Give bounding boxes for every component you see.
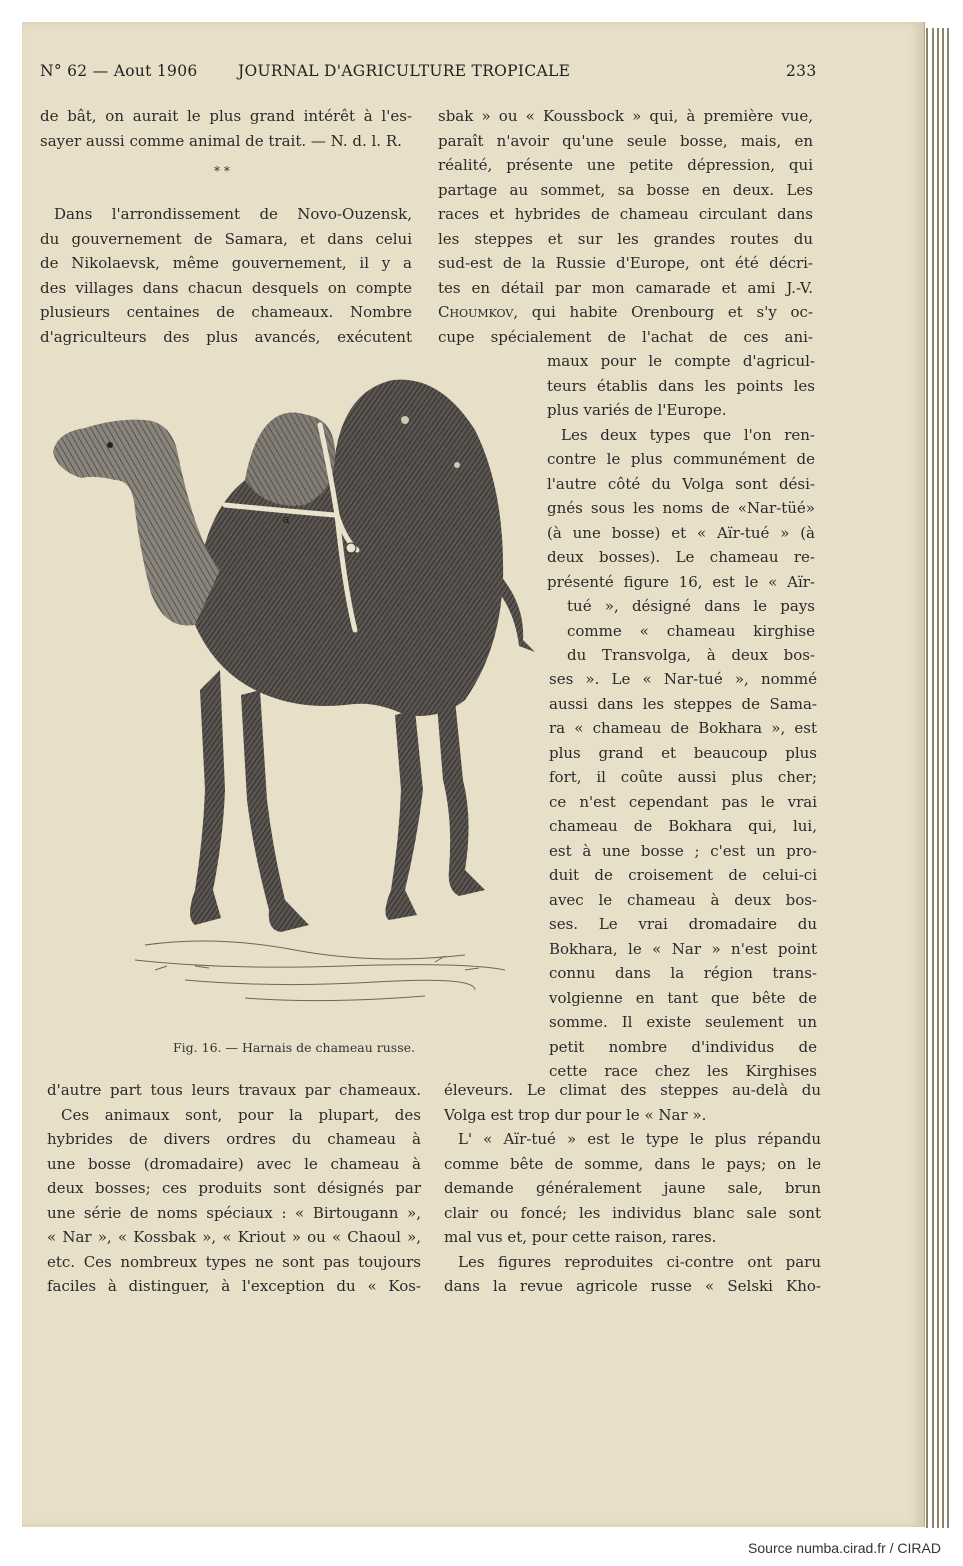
text-line: d'autre part tous leurs travaux par chameaux. [47,1081,421,1099]
left-column-top [40,104,412,153]
text-line: cette race chez les Kirghises [549,1062,817,1080]
text-line: les steppes et sur les grandes routes du [438,229,813,248]
text-line: réalité, présente une petite dépression, qui [438,156,813,174]
left-column-paragraph [40,202,412,349]
text-line: du gouvernement de Samara, et dans celui [40,229,412,248]
text-line: connu dans la région trans- [549,964,817,982]
right-column-narrow-3 [549,667,817,1084]
camel-legs [190,670,485,932]
text-line: de bât, on aurait le plus grand intérêt à l'es- [40,107,412,125]
figure-caption: Fig. 16. — Harnais de chameau russe. [173,1040,415,1055]
text-line: faciles à distinguer, à l'exception du « Kos- [47,1277,421,1295]
text-line: ses ». Le « Nar-tué », nommé [549,670,817,688]
text-line: races et hybrides de chameau circulant dans [438,205,813,223]
text-line: est à une bosse ; c'est un pro- [549,841,817,860]
text-line: de Nikolaevsk, même gouvernement, il y a [40,254,412,272]
text-line: hybrides de divers ordres du chameau à [47,1130,421,1148]
text-line: chameau de Bokhara qui, lui, [549,817,817,835]
text-line: maux pour le compte d'agricul- [547,352,815,370]
text-line: cupe spécialement de l'achat de ces ani- [438,327,813,346]
text-line: ra « chameau de Bokhara », est [549,719,817,737]
text-line: sayer aussi comme animal de trait. — N. d. l. R. [40,131,402,150]
right-column-top [438,104,813,349]
text-line: clair ou foncé; les individus blanc sale sont [444,1203,821,1222]
text-line: comme « chameau kirghise [567,621,815,640]
text-line: plus variés de l'Europe. [547,401,727,419]
text-line: l'autre côté du Volga sont dési- [547,474,815,493]
text-line: une série de noms spéciaux : « Birtougann », [47,1203,421,1222]
text-line: gnés sous les noms de «Nar-tüé» [547,499,815,517]
text-line: présenté figure 16, est le « Aïr- [547,572,815,591]
text-line: Bokhara, le « Nar » n'est point [549,939,817,958]
text-line: ce n'est cependant pas le vrai [549,792,817,811]
text-line: etc. Ces nombreux types ne sont pas toujours [47,1252,421,1271]
text-line: contre le plus communément de [547,450,815,468]
text-line: dans la revue agricole russe « Selski Kho- [444,1277,821,1295]
text-line [438,300,813,325]
text-line: somme. Il existe seulement un [549,1013,817,1031]
left-column-bottom [47,1078,421,1299]
text-line: fort, il coûte aussi plus cher; [549,768,817,786]
camel-neck-head [53,420,220,626]
text-line: sud-est de la Russie d'Europe, ont été décri- [438,254,813,272]
author-name: Choumkov [438,303,514,321]
text-line: mal vus et, pour cette raison, rares. [444,1228,717,1246]
text-line: avec le chameau à deux bos- [549,890,817,909]
text-line: Les deux types que l'on ren- [561,425,815,444]
text-line: duit de croisement de celui-ci [549,866,817,884]
text-line: paraît n'avoir qu'une seule bosse, mais, en [438,131,813,150]
text-line: du Transvolga, à deux bos- [567,646,815,664]
text-line: deux bosses; ces produits sont désignés par [47,1179,421,1197]
text-line: (à une bosse) et « Aïr-tué » (à [547,523,815,542]
right-column-bottom [444,1078,821,1299]
page-stack-edges [924,28,952,1528]
text-line: L' « Aïr-tué » est le type le plus répandu [458,1130,821,1148]
text-line: tes en détail par mon camarade et ami J.-V. [438,278,813,297]
text-line: partage au sommet, sa bosse en deux. Les [438,180,813,199]
text-line: Volga est trop dur pour le « Nar ». [444,1105,707,1124]
harness-letter-a: a [283,513,290,526]
text-line: tué », désigné dans le pays [567,597,815,615]
text-line: teurs établis dans les points les [547,376,815,395]
text-line: Les figures reproduites ci-contre ont paru [458,1252,821,1271]
text-line: deux bosses). Le chameau re- [547,548,815,566]
text-line: plusieurs centaines de chameaux. Nombre [40,303,412,321]
text-line: des villages dans chacun desquels on compte [40,278,412,297]
fur-highlight [454,462,460,468]
text-fragment: , qui habite Orenbourg et s'y oc- [513,303,813,321]
text-line: petit nombre d'individus de [549,1037,817,1056]
text-line: d'agriculteurs des plus avancés, exécutent [40,327,412,346]
camel-eye [107,442,113,448]
page-number: 233 [786,62,817,80]
text-line: ses. Le vrai dromadaire du [549,915,817,933]
ground-shading [135,941,505,1001]
harness-buckle [346,543,356,553]
fur-highlight [401,416,409,424]
text-line: comme bête de somme, dans le pays; on le [444,1154,821,1173]
text-line: volgienne en tant que bête de [549,988,817,1007]
issue-number: N° 62 — Aout 1906 [40,62,198,80]
right-column-narrow-2 [567,594,815,668]
text-line: aussi dans les steppes de Sama- [549,694,817,713]
text-line: demande généralement jaune sale, brun [444,1179,821,1197]
text-line: éleveurs. Le climat des steppes au-delà du [444,1081,821,1099]
source-credit: Source numba.cirad.fr / CIRAD [748,1540,941,1556]
text-line: une bosse (dromadaire) avec le chameau à [47,1154,421,1173]
text-line: Dans l'arrondissement de Novo-Ouzensk, [54,205,412,223]
text-line: « Nar », « Kossbak », « Kriout » ou « Chaoul », [47,1228,421,1246]
text-line: plus grand et beaucoup plus [549,743,817,762]
text-line: Ces animaux sont, pour la plupart, des [61,1105,421,1124]
section-separator: * * [214,164,230,178]
right-column-narrow-1 [547,349,815,594]
camel-engraving-figure [45,370,550,1020]
journal-title: JOURNAL D'AGRICULTURE TROPICALE [238,62,571,80]
text-line: sbak » ou « Koussbock » qui, à première vue, [438,107,813,125]
